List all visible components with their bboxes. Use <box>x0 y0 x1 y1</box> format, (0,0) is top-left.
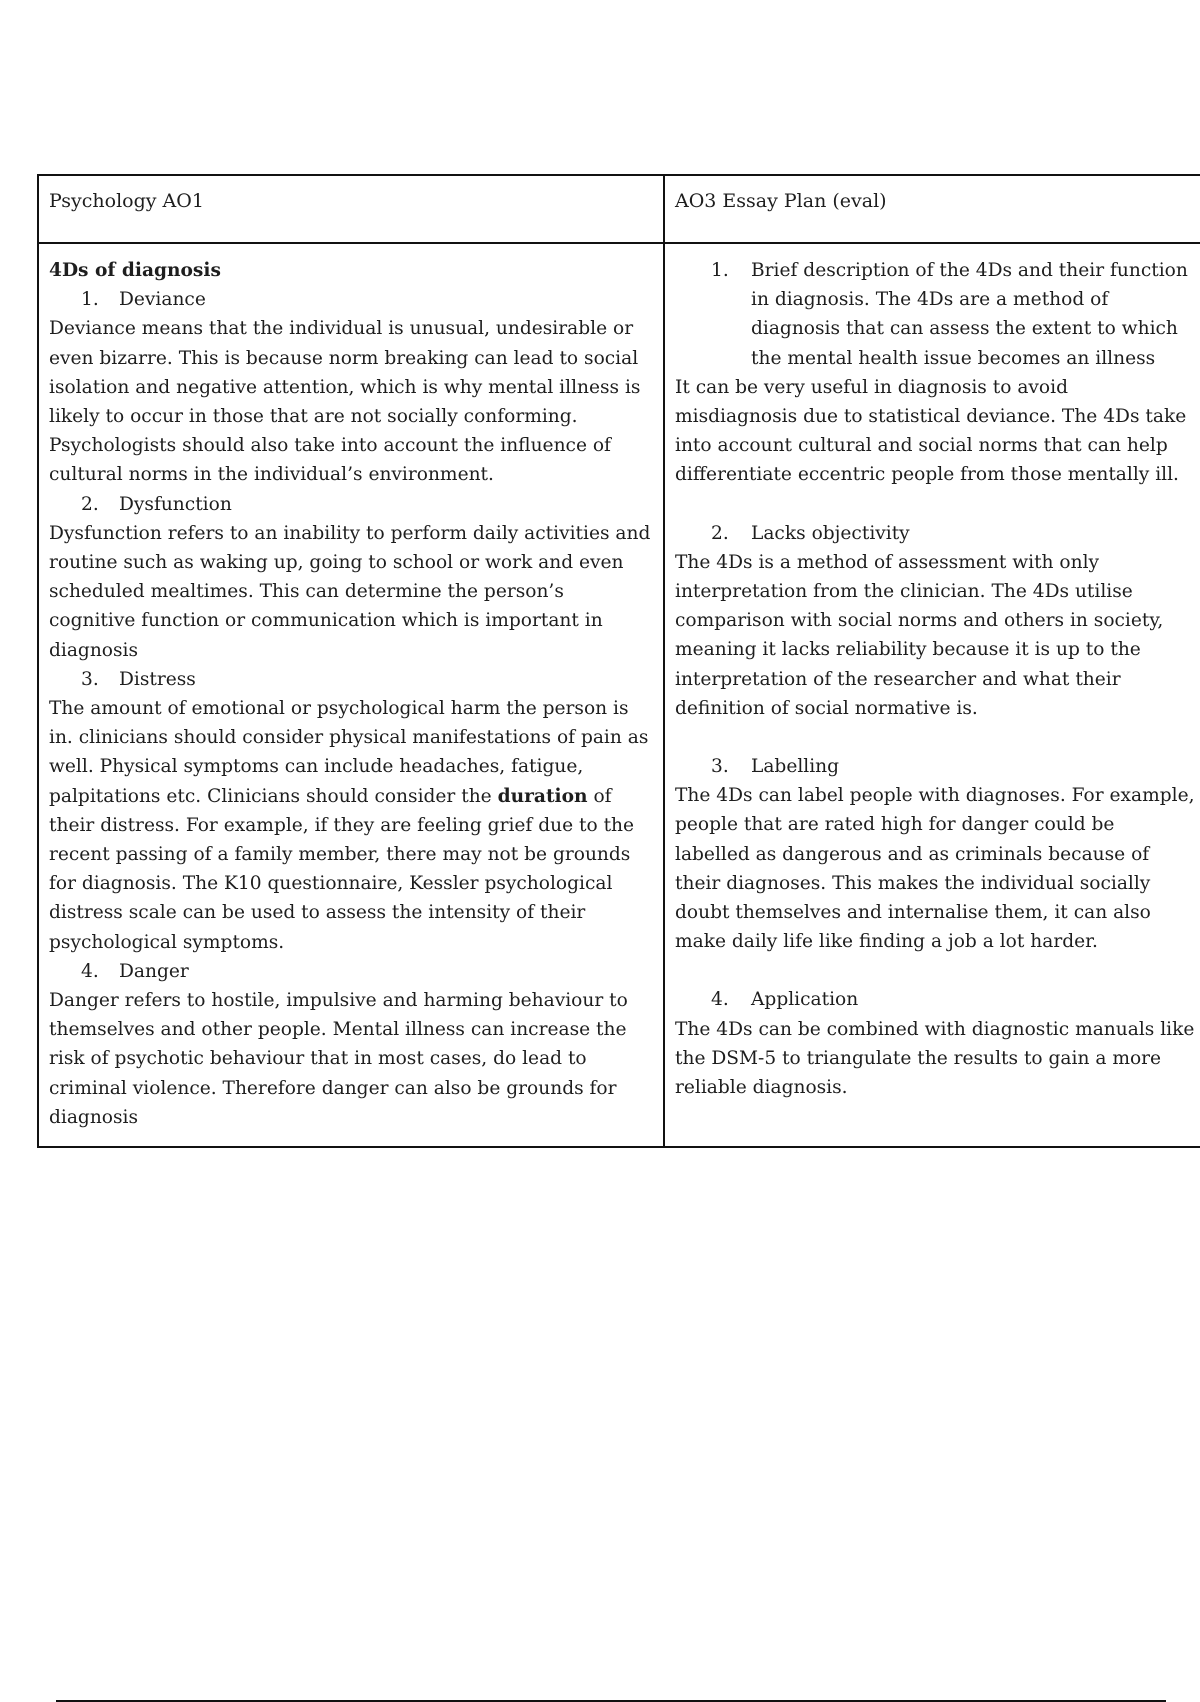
section-heading: 4Ds of diagnosis <box>49 260 221 281</box>
paragraph-application: The 4Ds can be combined with diagnostic manuals like the DSM-5 to triangulate the results to gain a more reliable diagnosis. <box>675 1018 1195 1099</box>
list-title: Brief description of the 4Ds and their function in diagnosis. The 4Ds are a method of diagnosis that can assess the extent to which the mental health issue becomes an illness <box>751 260 1188 369</box>
list-title: Labelling <box>751 756 840 778</box>
paragraph-danger: Danger refers to hostile, impulsive and harming behaviour to themselves and other people. Mental illness can increase the risk of psychotic behaviour that in most cases, do lead to criminal violence. Therefore danger can also be grounds for diagnosis <box>49 990 628 1128</box>
list-number: 1. <box>81 289 99 311</box>
distress-text-after: of their distress. For example, if they are feeling grief due to the recent passing of a family member, there may not be grounds for diagnosis. The K10 questionnaire, Kessler psychological distress scale can be used to assess the intensity of their psychological symptoms. <box>49 785 635 953</box>
list-number: 2. <box>81 493 99 515</box>
paragraph-labelling: The 4Ds can label people with diagnoses. For example, people that are rated high for danger could be labelled as dangerous and as criminals because of their diagnoses. This makes the individual socially doubt themselves and internalise them, it can also make daily life like finding a job a lot harder. <box>675 785 1195 953</box>
list-item-distress <box>49 665 654 694</box>
distress-bold-term: duration <box>497 785 588 807</box>
list-item-objectivity <box>675 519 1195 548</box>
paragraph-dysfunction: Dysfunction refers to an inability to perform daily activities and routine such as waking up, going to school or work and even scheduled mealtimes. This can determine the person’s cognitive function or communication which is important in diagnosis <box>49 522 651 661</box>
list-number: 1. <box>711 260 729 281</box>
paragraph-description: It can be very useful in diagnosis to avoid misdiagnosis due to statistical deviance. The 4Ds take into account cultural and social norms that can help differentiate eccentric people from those mentally ill. <box>675 376 1187 486</box>
list-item-description <box>675 256 1195 373</box>
header-left: Psychology AO1 <box>38 175 664 243</box>
list-number: 4. <box>711 989 729 1011</box>
spacer <box>675 723 1195 752</box>
list-number: 4. <box>81 960 99 982</box>
list-item-labelling <box>675 752 1195 781</box>
distress-text-before: The amount of emotional or psychological harm the person is in. clinicians should consider physical manifestations of pain as well. Physical symptoms can include headaches, fatigue, palpitations etc. Clinicians should consider the <box>49 698 649 807</box>
paragraph-distress <box>49 694 654 957</box>
paragraph-objectivity: The 4Ds is a method of assessment with only interpretation from the clinician. The 4Ds utilise comparison with social norms and others in society, meaning it lacks reliability because it is up to the interpretation of the researcher and what their definition of social normative is. <box>675 551 1164 719</box>
spacer <box>675 956 1195 985</box>
list-number: 2. <box>711 522 729 544</box>
list-number: 3. <box>81 668 99 690</box>
list-title: Application <box>751 989 859 1011</box>
spacer <box>675 490 1195 519</box>
header-row <box>38 175 1200 243</box>
list-item-deviance <box>49 285 654 314</box>
list-title: Deviance <box>119 289 206 311</box>
list-title: Lacks objectivity <box>751 522 910 544</box>
list-title: Danger <box>119 960 189 982</box>
ao1-column <box>38 243 664 1147</box>
list-item-danger <box>49 957 654 986</box>
list-title: Dysfunction <box>119 493 232 515</box>
notes-table <box>37 174 1200 1148</box>
content-row <box>38 243 1200 1147</box>
paragraph-deviance: Deviance means that the individual is unusual, undesirable or even bizarre. This is because norm breaking can lead to social isolation and negative attention, which is why mental illness is likely to occur in those that are not socially conforming. Psychologists should also take into account the influence of cultural norms in the individual’s environment. <box>49 318 641 486</box>
list-item-application <box>675 985 1195 1014</box>
ao3-column <box>664 243 1200 1147</box>
list-title: Distress <box>119 668 196 690</box>
list-number: 3. <box>711 756 729 778</box>
list-item-dysfunction <box>49 490 654 519</box>
header-right: AO3 Essay Plan (eval) <box>664 175 1200 243</box>
